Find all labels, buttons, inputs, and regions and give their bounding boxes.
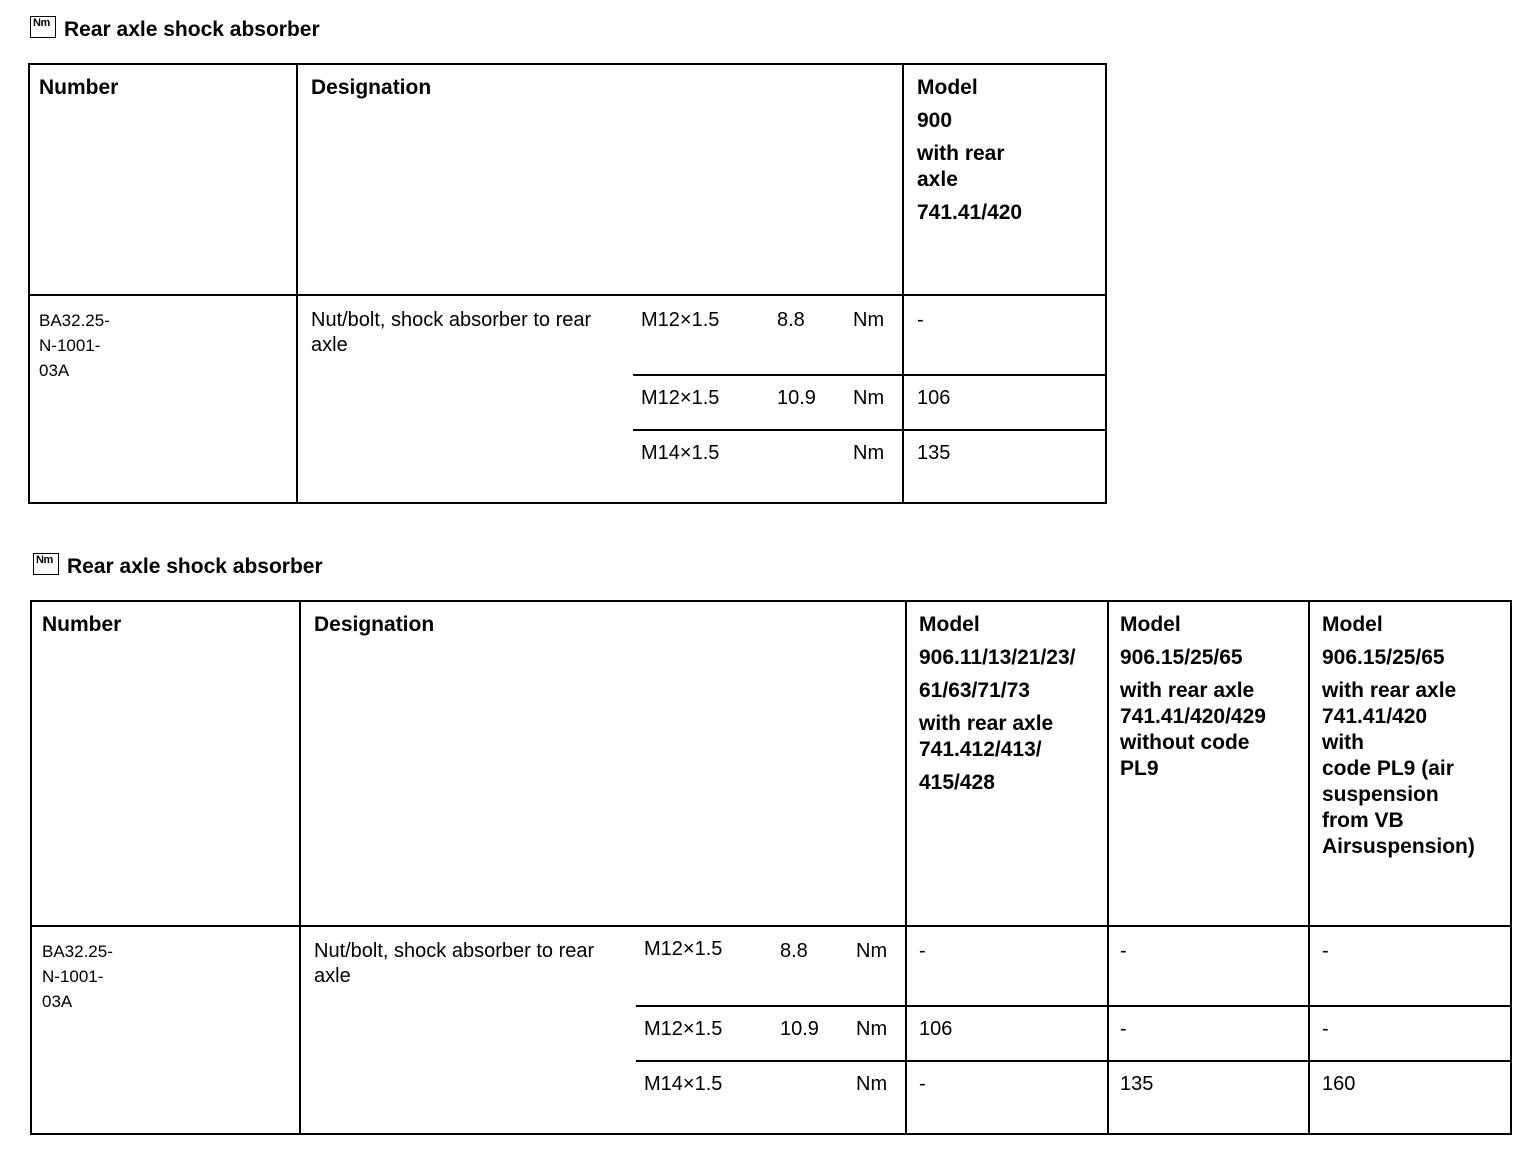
- column-divider: [1107, 600, 1109, 1135]
- row-designation: Nut/bolt, shock absorber to rear axle: [311, 309, 592, 356]
- thread-size: M12×1.5: [641, 309, 720, 331]
- model-number: 906.15/25/65: [1322, 646, 1445, 669]
- table-border: [30, 600, 1512, 1135]
- row-number: BA32.25-N-1001-03A: [39, 311, 110, 380]
- torque-value: -: [1120, 1018, 1127, 1040]
- torque-unit: Nm: [856, 1073, 888, 1095]
- model-axle-label: with rear axle: [1120, 679, 1255, 702]
- subrow-divider: [636, 1005, 1512, 1007]
- torque-nm-icon: Nm: [30, 16, 56, 38]
- section-2-title: [33, 555, 323, 579]
- model-label: Model: [917, 76, 978, 99]
- bolt-grade: 10.9: [777, 387, 816, 409]
- torque-unit: Nm: [856, 1018, 888, 1040]
- thread-size: M12×1.5: [641, 387, 720, 409]
- header-model-3: [1322, 612, 1475, 860]
- model-axle-number: 741.41/420/429: [1120, 705, 1266, 728]
- model-number: 906.11/13/21/23/: [919, 646, 1076, 669]
- model-label: Model: [919, 613, 980, 636]
- torque-value: 135: [1120, 1073, 1154, 1095]
- model-code-line: code PL9 (air: [1322, 757, 1454, 780]
- section-title-text: Rear axle shock absorber: [67, 555, 323, 578]
- section-1-title: [30, 18, 320, 42]
- row-number: BA32.25-N-1001-03A: [42, 942, 113, 1011]
- header-number: Number: [39, 76, 119, 99]
- torque-value: 135: [917, 442, 951, 464]
- thread-size: M14×1.5: [644, 1073, 723, 1095]
- model-axle-number: 741.41/420: [917, 201, 1023, 224]
- column-divider: [902, 63, 904, 504]
- model-axle-number-cont: 415/428: [919, 771, 995, 794]
- subrow-divider: [633, 429, 1107, 431]
- section-title-text: Rear axle shock absorber: [64, 18, 320, 41]
- header-model-1: [919, 612, 1076, 796]
- torque-value: -: [1322, 940, 1329, 962]
- model-code: PL9: [1120, 757, 1159, 780]
- model-suspension-line: suspension: [1322, 783, 1439, 806]
- torque-unit: Nm: [856, 940, 888, 962]
- torque-value: -: [1322, 1018, 1329, 1040]
- model-number-cont: 61/63/71/73: [919, 679, 1030, 702]
- header-number: Number: [42, 613, 122, 636]
- row-designation: Nut/bolt, shock absorber to rear axle: [314, 940, 595, 987]
- subrow-divider: [636, 1060, 1512, 1062]
- torque-value: -: [1120, 940, 1127, 962]
- model-axle-label: with rear axle: [917, 142, 1005, 191]
- header-divider: [28, 294, 1107, 296]
- model-axle-number: 741.41/420 with: [1322, 705, 1428, 754]
- torque-value: -: [919, 940, 926, 962]
- header-designation: Designation: [314, 613, 435, 636]
- torque-value: -: [919, 1073, 926, 1095]
- column-divider: [296, 63, 298, 504]
- model-number: 906.15/25/65: [1120, 646, 1243, 669]
- model-number: 900: [917, 109, 953, 132]
- thread-size: M12×1.5: [644, 1018, 723, 1040]
- torque-nm-icon: Nm: [33, 553, 59, 575]
- subrow-divider: [633, 374, 1107, 376]
- header-designation: Designation: [311, 76, 432, 99]
- torque-value: 106: [917, 387, 951, 409]
- bolt-grade: 8.8: [780, 940, 808, 962]
- model-label: Model: [1120, 613, 1181, 636]
- model-axle-label: with rear axle: [919, 712, 1054, 735]
- torque-unit: Nm: [853, 387, 885, 409]
- bolt-grade: 8.8: [777, 309, 805, 331]
- model-axle-label: with rear axle: [1322, 679, 1457, 702]
- torque-value: -: [917, 309, 924, 331]
- torque-value: 160: [1322, 1073, 1356, 1095]
- torque-unit: Nm: [853, 442, 885, 464]
- column-divider: [1308, 600, 1310, 1135]
- header-model-2: [1120, 612, 1266, 782]
- model-label: Model: [1322, 613, 1383, 636]
- model-source-line: from VB: [1322, 809, 1404, 832]
- header-divider: [30, 925, 1512, 927]
- column-divider: [905, 600, 907, 1135]
- model-airsuspension-line: Airsuspension): [1322, 835, 1475, 858]
- torque-unit: Nm: [853, 309, 885, 331]
- thread-size: M12×1.5: [644, 938, 723, 960]
- bolt-grade: 10.9: [780, 1018, 819, 1040]
- thread-size: M14×1.5: [641, 442, 720, 464]
- column-divider: [299, 600, 301, 1135]
- model-axle-number: 741.412/413/: [919, 738, 1042, 761]
- model-code-label: without code: [1120, 731, 1250, 754]
- header-model: [917, 75, 1022, 226]
- torque-value: 106: [919, 1018, 953, 1040]
